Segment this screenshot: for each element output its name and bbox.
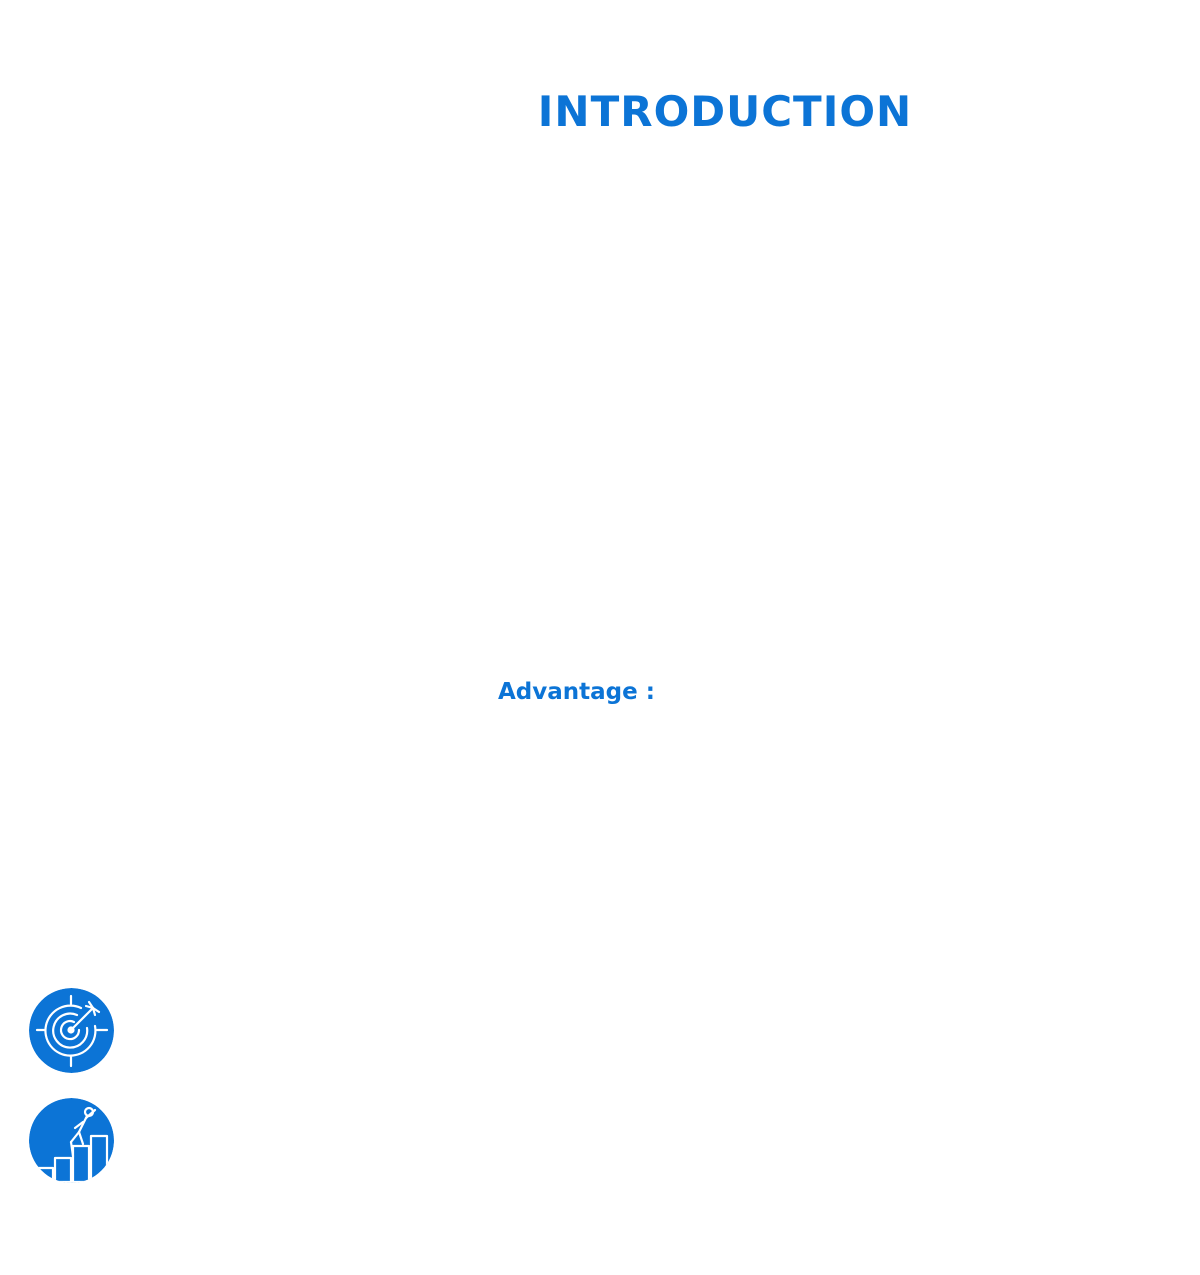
page-title: INTRODUCTION bbox=[537, 87, 913, 136]
climbing-success-icon bbox=[29, 1098, 114, 1183]
target-arrow-icon bbox=[29, 988, 114, 1073]
advantage-label: Advantage : bbox=[498, 679, 655, 705]
